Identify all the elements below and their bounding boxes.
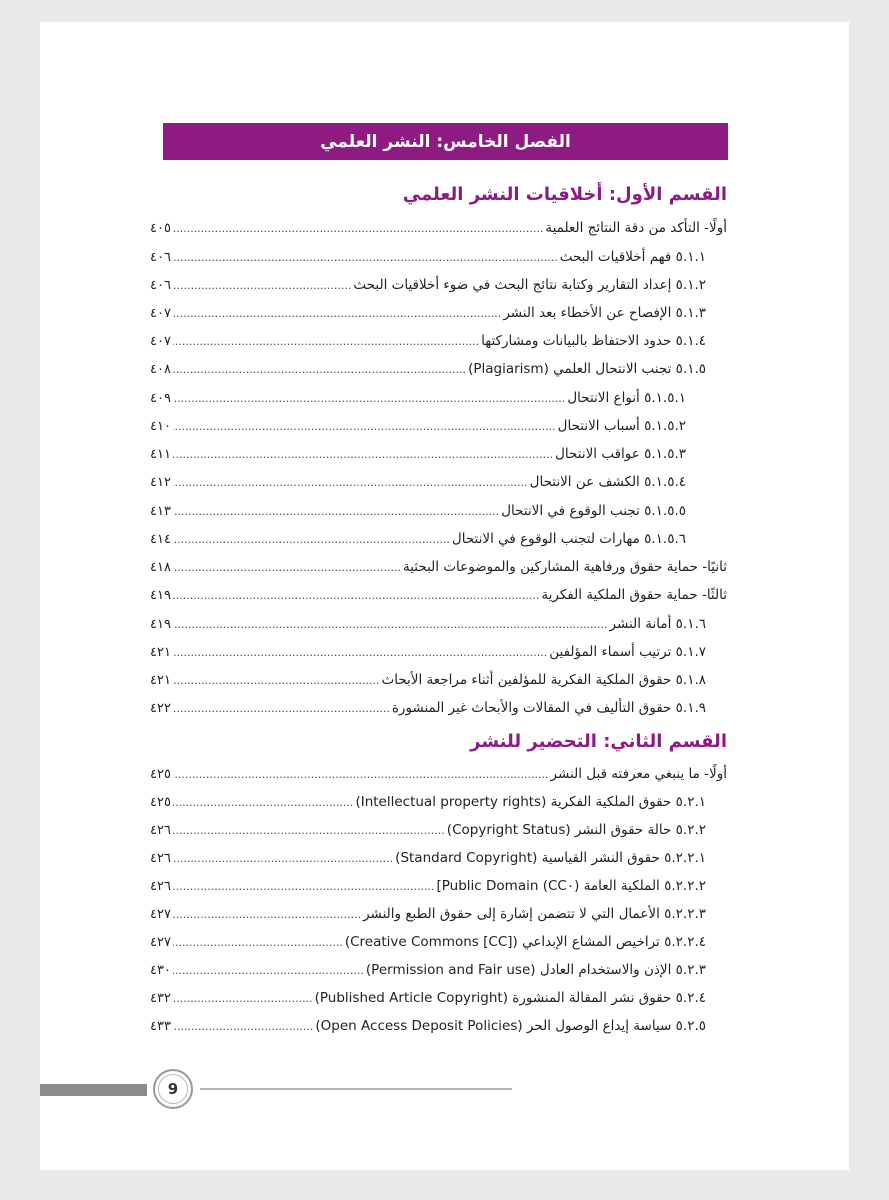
toc-entry-page: ٤٢٢ <box>150 701 171 716</box>
leader-dots <box>173 222 543 235</box>
toc-entry-page: ٤٠٨ <box>150 362 171 377</box>
toc-entry-title: ٥.١.٥.١ أنواع الانتحال <box>567 390 686 406</box>
leader-dots <box>173 1020 313 1033</box>
footer-rule <box>200 1088 512 1090</box>
toc-entry-title: ٥.٢.٢.٤ تراخيص المشاع الإبداعي ([Creative Commons [CC) <box>344 934 706 950</box>
toc-entry <box>150 559 727 583</box>
toc-entry-page: ٤٢١ <box>150 645 171 660</box>
toc-entry <box>150 934 706 958</box>
leader-dots <box>173 420 556 433</box>
footer-bar <box>40 1084 147 1096</box>
toc-entry-page: ٤٢٧ <box>150 907 171 922</box>
leader-dots <box>173 392 565 405</box>
toc-entry-title: ٥.٢.١ حقوق الملكية الفكرية (Intellectual property rights) <box>355 794 706 810</box>
toc-entry <box>150 474 686 498</box>
toc-entry-title: ٥.٢.٢.٣ الأعمال التي لا تتضمن إشارة إلى حقوق الطبع والنشر <box>363 906 706 922</box>
toc-entry <box>150 700 706 724</box>
toc-entry-page: ٤٣٢ <box>150 991 171 1006</box>
toc-entry <box>150 390 686 414</box>
toc-entry-title: ٥.١.٥.٣ عواقب الانتحال <box>555 446 686 462</box>
toc-entry-page: ٤١٨ <box>150 560 171 575</box>
toc-entry-title: ٥.١.٧ ترتيب أسماء المؤلفين <box>549 644 706 660</box>
toc-entry <box>150 990 706 1014</box>
leader-dots <box>173 824 445 837</box>
toc-entry <box>150 503 686 527</box>
leader-dots <box>173 908 361 921</box>
toc-entry <box>150 644 706 668</box>
leader-dots <box>173 335 479 348</box>
toc-entry <box>150 220 727 244</box>
toc-entry-title: ٥.١.٦ أمانة النشر <box>609 616 706 632</box>
toc-entry <box>150 766 727 790</box>
toc-entry-title: ٥.١.٥.٥ تجنب الوقوع في الانتحال <box>501 503 686 519</box>
page-number: 9 <box>158 1074 188 1104</box>
toc-entry-title: ٥.١.٥.٤ الكشف عن الانتحال <box>529 474 686 490</box>
toc-entry-title: أولًا- التأكد من دقة النتائج العلمية <box>545 220 727 236</box>
leader-dots <box>173 852 393 865</box>
toc-entry-page: ٤٠٦ <box>150 278 171 293</box>
toc-entry-title: ٥.٢.٣ الإذن والاستخدام العادل (Permission and Fair use) <box>365 962 706 978</box>
chapter-title-banner <box>163 123 728 160</box>
toc-entry-page: ٤١٠ <box>150 419 171 434</box>
leader-dots <box>173 279 351 292</box>
toc-entry-page: ٤٣٠ <box>150 963 171 978</box>
toc-entry-title: ٥.١.٤ حدود الاحتفاظ بالبيانات ومشاركتها <box>481 333 706 349</box>
toc-entry-page: ٤٢١ <box>150 673 171 688</box>
toc-entry-page: ٤٢٥ <box>150 795 171 810</box>
toc-entry-page: ٤١٤ <box>150 532 171 547</box>
leader-dots <box>173 880 435 893</box>
page-number-badge <box>153 1069 193 1109</box>
document-page <box>40 22 849 1170</box>
toc-entry-page: ٤٠٩ <box>150 391 171 406</box>
toc-entry-title: ٥.١.٢ إعداد التقارير وكتابة نتائج البحث في ضوء أخلاقيات البحث <box>353 277 706 293</box>
toc-entry <box>150 962 706 986</box>
toc-entry-title: ٥.٢.٤ حقوق نشر المقالة المنشورة (Published Article Copyright) <box>314 990 706 1006</box>
toc-entry <box>150 305 706 329</box>
toc-entry <box>150 878 706 902</box>
leader-dots <box>173 936 343 949</box>
toc-entry <box>150 616 706 640</box>
toc-entry-title: ٥.١.٥.٢ أسباب الانتحال <box>557 418 686 434</box>
toc-entry-title: ثالثًا- حماية حقوق الملكية الفكرية <box>541 587 727 603</box>
toc-entry <box>150 587 727 611</box>
toc-entry-page: ٤١٩ <box>150 588 171 603</box>
leader-dots <box>173 796 353 809</box>
toc-entry-page: ٤١٩ <box>150 617 171 632</box>
leader-dots <box>173 448 553 461</box>
toc-entry <box>150 794 706 818</box>
toc-entry <box>150 1018 706 1042</box>
toc-entry-page: ٤٠٧ <box>150 334 171 349</box>
toc-entry <box>150 446 686 470</box>
leader-dots <box>173 307 501 320</box>
section-heading: القسم الثاني: التحضير للنشر <box>470 731 727 752</box>
toc-entry-page: ٤٢٥ <box>150 767 171 782</box>
leader-dots <box>173 589 539 602</box>
toc-entry-title: أولًا- ما ينبغي معرفته قبل النشر <box>550 766 727 782</box>
toc-entry-page: ٤٢٦ <box>150 851 171 866</box>
toc-entry <box>150 850 706 874</box>
toc-entry <box>150 361 706 385</box>
leader-dots <box>173 505 499 518</box>
toc-entry <box>150 531 686 555</box>
toc-entry <box>150 906 706 930</box>
toc-entry-page: ٤٠٧ <box>150 306 171 321</box>
leader-dots <box>173 992 313 1005</box>
leader-dots <box>173 363 466 376</box>
toc-entry-page: ٤٢٦ <box>150 823 171 838</box>
toc-entry-title: ٥.١.٣ الإفصاح عن الأخطاء بعد النشر <box>503 305 706 321</box>
toc-entry <box>150 672 706 696</box>
leader-dots <box>173 674 380 687</box>
toc-entry-title: ٥.١.٩ حقوق التأليف في المقالات والأبحاث غير المنشورة <box>391 700 706 716</box>
toc-entry-title: ثانيًا- حماية حقوق ورفاهية المشاركين والموضوعات البحثية <box>403 559 727 575</box>
toc-entry-page: ٤٣٣ <box>150 1019 171 1034</box>
toc-entry-page: ٤١٣ <box>150 504 171 519</box>
leader-dots <box>173 561 401 574</box>
toc-entry-page: ٤١١ <box>150 447 171 462</box>
toc-entry-page: ٤٢٧ <box>150 935 171 950</box>
toc-entry-title: ٥.١.٥.٦ مهارات لتجنب الوقوع في الانتحال <box>451 531 686 547</box>
leader-dots <box>173 533 450 546</box>
toc-entry-page: ٤٠٥ <box>150 221 171 236</box>
toc-entry <box>150 249 706 273</box>
leader-dots <box>173 618 608 631</box>
toc-entry-title: ٥.١.٥ تجنب الانتحال العلمي (Plagiarism) <box>468 361 706 377</box>
leader-dots <box>173 476 528 489</box>
toc-entry-page: ٤٢٦ <box>150 879 171 894</box>
toc-entry <box>150 333 706 357</box>
toc-entry-page: ٤٠٦ <box>150 250 171 265</box>
toc-entry-title: ٥.٢.٥ سياسة إيداع الوصول الحر (Open Access Deposit Policies) <box>315 1018 706 1034</box>
toc-entry-title: ٥.٢.٢ حالة حقوق النشر (Copyright Status) <box>446 822 706 838</box>
toc-entry-title: ٥.١.٨ حقوق الملكية الفكرية للمؤلفين أثناء مراجعة الأبحاث <box>381 672 706 688</box>
toc-entry <box>150 822 706 846</box>
toc-entry-page: ٤١٢ <box>150 475 171 490</box>
leader-dots <box>173 702 390 715</box>
section-heading: القسم الأول: أخلاقيات النشر العلمي <box>402 184 727 205</box>
toc-entry <box>150 277 706 301</box>
chapter-title: الفصل الخامس: النشر العلمي <box>320 131 571 152</box>
toc-entry-title: ٥.٢.٢.٢ الملكية العامة (CC٠) Public Domain] <box>436 878 706 894</box>
leader-dots <box>173 768 549 781</box>
leader-dots <box>173 251 558 264</box>
toc-entry-title: ٥.١.١ فهم أخلاقيات البحث <box>559 249 706 265</box>
toc-entry-title: ٥.٢.٢.١ حقوق النشر القياسية (Standard Copyright) <box>395 850 706 866</box>
leader-dots <box>173 646 547 659</box>
leader-dots <box>173 964 364 977</box>
toc-entry <box>150 418 686 442</box>
